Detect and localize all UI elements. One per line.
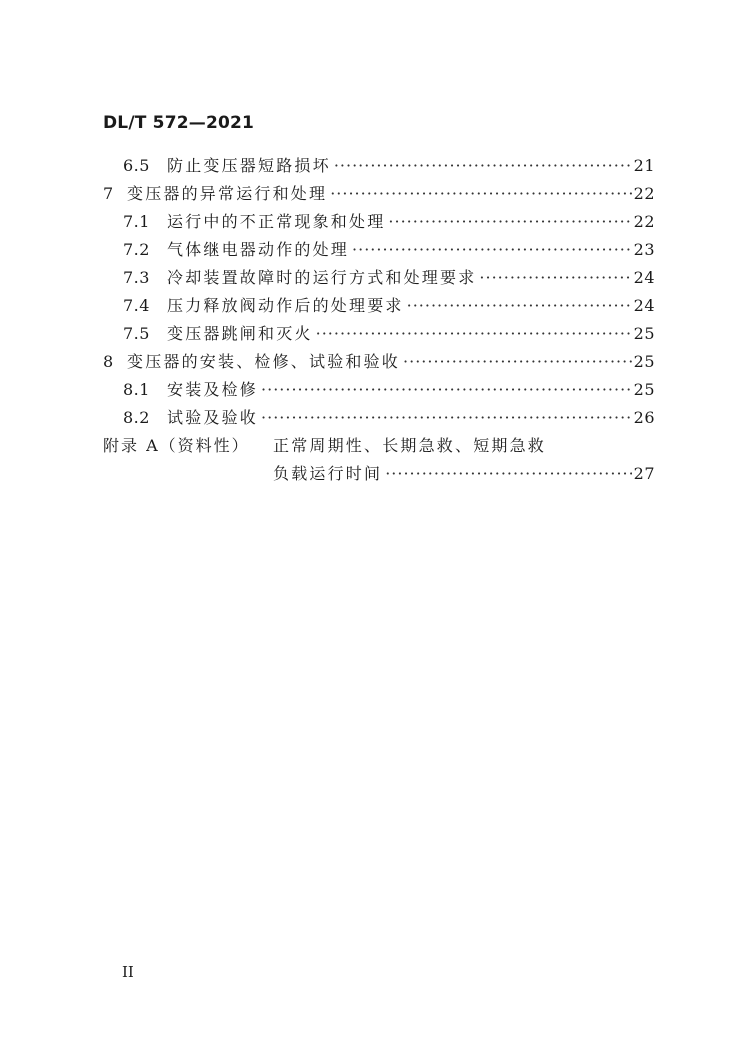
table-of-contents bbox=[103, 152, 655, 488]
toc-entry-page: 23 bbox=[633, 240, 655, 259]
toc-entry-page: 26 bbox=[633, 408, 655, 427]
toc-leader-dots bbox=[407, 292, 632, 320]
toc-leader-dots bbox=[352, 236, 632, 264]
toc-entry-page: 25 bbox=[633, 352, 655, 371]
toc-entry-title: 安装及检修 bbox=[167, 380, 259, 399]
toc-entry-number: 7.5 bbox=[123, 324, 150, 343]
toc-leader-dots bbox=[385, 460, 631, 488]
page-number: II bbox=[122, 963, 134, 981]
toc-entry[interactable] bbox=[103, 320, 655, 348]
toc-entry[interactable] bbox=[103, 264, 655, 292]
toc-leader-dots bbox=[334, 152, 632, 180]
toc-leader-dots bbox=[261, 376, 632, 404]
toc-entry-number: 8.2 bbox=[123, 408, 150, 427]
toc-appendix-entry[interactable] bbox=[103, 432, 655, 460]
toc-entry-title: 冷却装置故障时的运行方式和处理要求 bbox=[167, 268, 477, 287]
appendix-page: 27 bbox=[633, 464, 655, 483]
toc-entry-title: 防止变压器短路损坏 bbox=[167, 156, 331, 175]
document-id: DL/T 572—2021 bbox=[103, 113, 255, 133]
toc-entry-title: 运行中的不正常现象和处理 bbox=[167, 212, 386, 231]
toc-leader-dots bbox=[261, 404, 632, 432]
appendix-label: 附录 A（资料性） bbox=[103, 436, 250, 455]
toc-leader-dots bbox=[479, 264, 631, 292]
toc-entry-page: 25 bbox=[633, 380, 655, 399]
appendix-title-line2: 负载运行时间 bbox=[273, 464, 383, 483]
toc-appendix-entry-continued[interactable] bbox=[103, 460, 655, 488]
toc-entry[interactable] bbox=[103, 180, 655, 208]
toc-entry[interactable] bbox=[103, 348, 655, 376]
toc-entry-page: 22 bbox=[633, 184, 655, 203]
toc-leader-dots bbox=[403, 348, 632, 376]
appendix-title-line1: 正常周期性、长期急救、短期急救 bbox=[273, 436, 547, 455]
toc-entry-number: 8.1 bbox=[123, 380, 150, 399]
toc-entry-number: 7.3 bbox=[123, 268, 150, 287]
toc-entry-page: 25 bbox=[633, 324, 655, 343]
toc-entry[interactable] bbox=[103, 236, 655, 264]
toc-entry-number: 7.1 bbox=[123, 212, 150, 231]
toc-entry-title: 变压器的异常运行和处理 bbox=[127, 184, 328, 203]
toc-entry[interactable] bbox=[103, 152, 655, 180]
toc-entry-page: 24 bbox=[633, 296, 655, 315]
toc-entry-page: 24 bbox=[633, 268, 655, 287]
toc-entry-number: 7.2 bbox=[123, 240, 150, 259]
toc-entry-title: 变压器跳闸和灭火 bbox=[167, 324, 313, 343]
toc-entry-page: 22 bbox=[633, 212, 655, 231]
toc-entry[interactable] bbox=[103, 292, 655, 320]
toc-entry-number: 8 bbox=[103, 352, 114, 371]
toc-entry-title: 气体继电器动作的处理 bbox=[167, 240, 350, 259]
toc-entry-number: 6.5 bbox=[123, 156, 150, 175]
toc-entry-number: 7.4 bbox=[123, 296, 150, 315]
toc-entry-title: 试验及验收 bbox=[167, 408, 259, 427]
toc-entry-title: 变压器的安装、检修、试验和验收 bbox=[127, 352, 401, 371]
toc-entry[interactable] bbox=[103, 404, 655, 432]
toc-entry[interactable] bbox=[103, 208, 655, 236]
toc-leader-dots bbox=[388, 208, 631, 236]
toc-entry-page: 21 bbox=[633, 156, 655, 175]
toc-entry-title: 压力释放阀动作后的处理要求 bbox=[167, 296, 404, 315]
toc-leader-dots bbox=[330, 180, 631, 208]
toc-entry-number: 7 bbox=[103, 184, 114, 203]
toc-entry[interactable] bbox=[103, 376, 655, 404]
toc-leader-dots bbox=[316, 320, 632, 348]
